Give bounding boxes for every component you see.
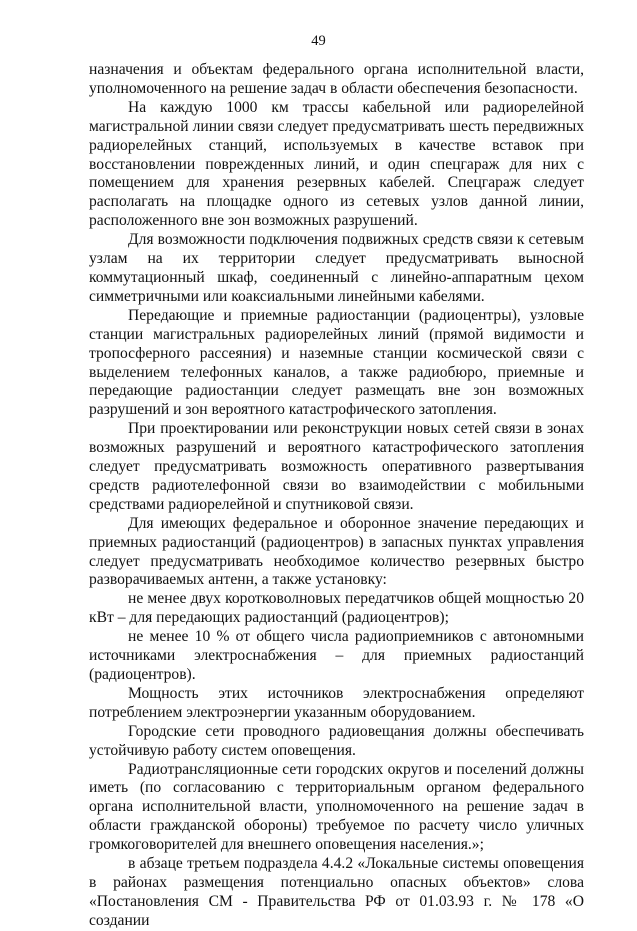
document-body: [89, 61, 584, 931]
paragraph: Для имеющих федеральное и оборонное значение передающих и приемных радиостанций (радиоцентров) в запасных пунктах управления следует предусматривать необходимое количество резервных быстро разворачиваемых антенн, а также установку:: [89, 514, 584, 589]
paragraph: Для возможности подключения подвижных средств связи к сетевым узлам на их территории следует предусматривать выносной коммутационный шкаф, соединенный с линейно-аппаратным цехом симметричными или коаксиальными линейными кабелями.: [89, 231, 584, 305]
list-item: не менее 10 % от общего числа радиоприемников с автономными источниками электроснабжения – для приемных радиостанций (радиоцентров).: [89, 628, 584, 683]
paragraph: Передающие и приемные радиостанции (радиоцентры), узловые станции магистральных радиорелейных линий (прямой видимости и тропосферного рассеяния) и наземные станции космической связи с выделением телефонных каналов, а также радиобюро, приемные и передающие радиостанции следует размещать вне зон возможных разрушений и зон вероятного катастрофического затопления.: [89, 306, 584, 419]
paragraph: Городские сети проводного радиовещания должны обеспечивать устойчивую работу систем оповещения.: [89, 722, 584, 759]
paragraph: На каждую 1000 км трассы кабельной или радиорелейной магистральной линии связи следует предусматривать шесть передвижных радиорелейных станций, используемых в качестве вставок при восстановлении поврежденных линий, и один спецгараж для них с помещением для хранения резервных кабелей. Спецгараж следует располагать на площадке одного из сетевых узлов данной линии, расположенного вне зон возможных разрушений.: [89, 98, 584, 230]
paragraph: в абзаце третьем подраздела 4.4.2 «Локальные системы оповещения в районах размещения потенциально опасных объектов» слова «Постановления СМ - Правительства РФ от 01.03.93 г. № 178 «О создании: [89, 855, 584, 929]
list-item: не менее двух коротковолновых передатчиков общей мощностью 20 кВт – для передающих радиостанций (радиоцентров);: [89, 590, 584, 627]
paragraph: Радиотрансляционные сети городских округов и поселений должны иметь (по согласованию с территориальным органом федерального органа исполнительной власти, уполномоченного на решение задач в области гражданской обороны) требуемое по расчету число уличных громкоговорителей для внешнего оповещения населения.»;: [89, 760, 584, 854]
paragraph: назначения и объектам федерального органа исполнительной власти, уполномоченного на решение задач в области обеспечения безопасности.: [89, 61, 584, 97]
paragraph: При проектировании или реконструкции новых сетей связи в зонах возможных разрушений и вероятного катастрофического затопления следует предусматривать возможность оперативного развертывания средств радиотелефонной связи во взаимодействии с мобильными средствами радиорелейной и спутниковой связи.: [89, 420, 584, 513]
page-number: 49: [311, 33, 326, 49]
paragraph: Мощность этих источников электроснабжения определяют потреблением электроэнергии указанным оборудованием.: [89, 684, 584, 721]
